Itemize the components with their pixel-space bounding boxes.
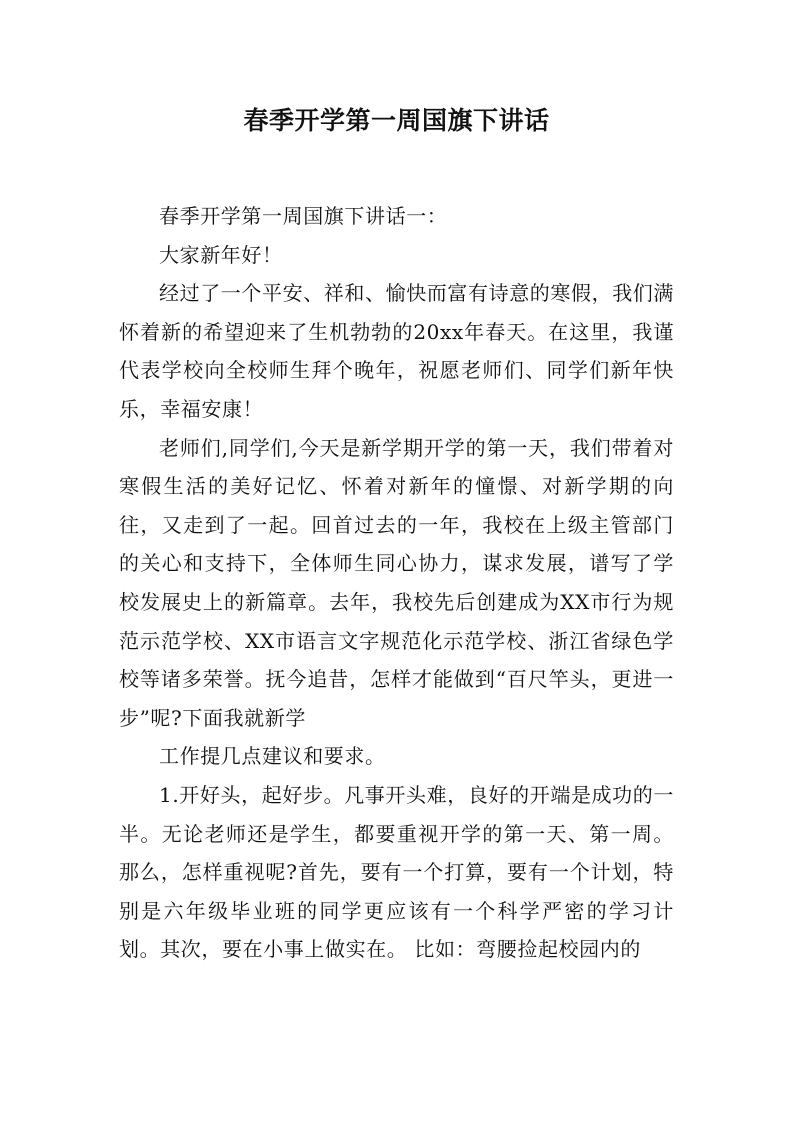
document-title: 春季开学第一周国旗下讲话: [243, 106, 550, 135]
paragraph-suggestions-intro: 工作提几点建议和要求。: [159, 744, 386, 769]
paragraph-greeting: 大家新年好！: [159, 242, 283, 267]
paragraph-point-one: 1.开好头，起好步。凡事开头难，良好的开端是成功的一半。无论老师还是学生，都要重视开学的第一天、第一周。那么，怎样重视呢?首先，要有一个打算，要有一个计划，特别是六年级毕业班的同学更应该有一个科学严密的学习计划。其次，要在小事上做实在。 比如：弯腰捡起校园内的: [119, 782, 674, 962]
paragraph-new-year-wishes: 经过了一个平安、祥和、愉快而富有诗意的寒假，我们满怀着新的希望迎来了生机勃勃的20xx年春天。在这里，我谨代表学校向全校师生拜个晚年，祝愿老师们、同学们新年快乐，幸福安康！: [119, 281, 674, 421]
paragraph-review-past-year: 老师们,同学们,今天是新学期开学的第一天，我们带着对寒假生活的美好记忆、怀着对新年的憧憬、对新学期的向往，又走到了一起。回首过去的一年，我校在上级主管部门的关心和支持下，全体师生同心协力，谋求发展，谱写了学校发展史上的新篇章。去年，我校先后创建成为XX市行为规范示范学校、XX市语言文字规范化示范学校、浙江省绿色学校等诸多荣誉。抚今追昔，怎样才能做到“百尺竿头，更进一步”呢?下面我就新学: [119, 435, 674, 730]
paragraph-salutation-heading: 春季开学第一周国旗下讲话一：: [159, 204, 448, 228]
document-body: [119, 197, 674, 969]
